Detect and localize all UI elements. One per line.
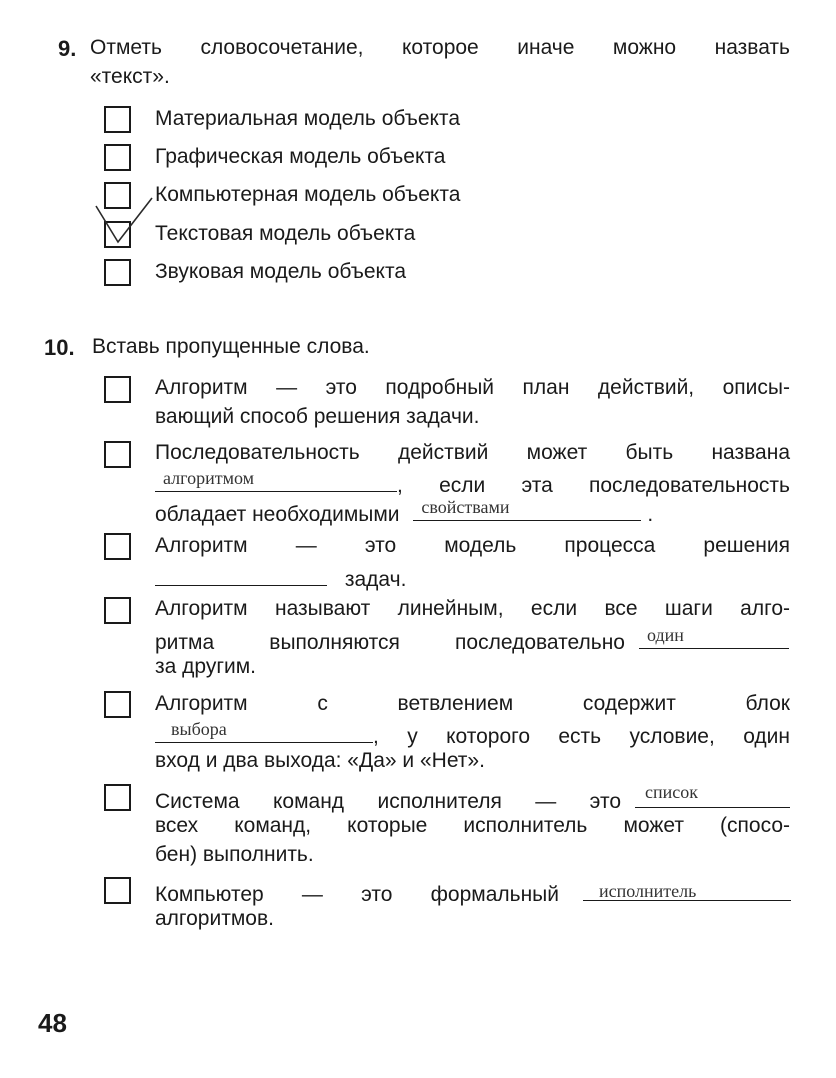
q10-item-2-line3 [155, 498, 653, 527]
page-number: 48 [38, 1008, 67, 1038]
q10-item-6-line3: бен) выполнить. [155, 843, 314, 866]
handwritten-answer: список [645, 782, 698, 802]
q10-number: 10. [44, 335, 75, 360]
q10-prompt: Вставь пропущенные слова. [92, 335, 370, 358]
q9-prompt-line2: «текст». [90, 65, 170, 88]
answer-blank-choice[interactable] [155, 720, 373, 743]
q9-option-1-checkbox[interactable] [104, 106, 131, 133]
q9-number: 9. [58, 36, 77, 61]
q10-item-7-checkbox[interactable] [104, 877, 131, 904]
q10-item-2-line3-text: обладает необходимыми [155, 503, 400, 526]
q10-item-7-line2: алгоритмов. [155, 907, 274, 930]
q10-item-6-line1 [155, 782, 790, 814]
q10-item-5-line1: Алгоритм с ветвлением содержит блок [155, 692, 790, 715]
answer-blank-one[interactable] [639, 626, 789, 649]
answer-blank-list[interactable] [635, 782, 790, 808]
q9-option-3-label: Компьютерная модель объекта [155, 183, 461, 206]
handwritten-answer: исполнитель [599, 881, 697, 901]
q10-item-4-line2-text: ритма выполняются последовательно [155, 631, 625, 654]
q10-item-6-line2: всех команд, которые исполнитель может (спосо- [155, 814, 790, 837]
q10-item-2-line2-text: , если эта последовательность [397, 474, 790, 497]
q10-item-1-line2: вающий способ решения задачи. [155, 405, 480, 428]
q9-option-5-checkbox[interactable] [104, 259, 131, 286]
q10-item-5-checkbox[interactable] [104, 691, 131, 718]
q10-item-4-line1: Алгоритм называют линейным, если все шаги алго- [155, 597, 790, 620]
q10-item-5-line2 [155, 720, 790, 749]
q10-item-2-line1: Последовательность действий может быть названа [155, 441, 790, 464]
q10-item-2-line2 [155, 469, 790, 498]
handwritten-answer: алгоритмом [163, 468, 255, 488]
q9-option-1-label: Материальная модель объекта [155, 107, 460, 130]
q10-item-1-line1: Алгоритм — это подробный план действий, описы- [155, 376, 790, 399]
q10-item-4-line3: за другим. [155, 655, 257, 678]
q10-item-4-line2 [155, 626, 789, 655]
q10-item-6-line1-text: Система команд исполнителя — это [155, 790, 621, 813]
q10-item-3-line2-text: задач. [344, 568, 407, 591]
q10-item-5-line3: вход и два выхода: «Да» и «Нет». [155, 749, 485, 772]
answer-blank-algorithm[interactable] [155, 469, 397, 492]
answer-blank-empty[interactable] [155, 563, 327, 586]
q10-item-2-period: . [647, 503, 654, 526]
q9-prompt-line1: Отметь словосочетание, которое иначе можно назвать [90, 36, 790, 59]
q10-item-6-checkbox[interactable] [104, 784, 131, 811]
q10-item-2-checkbox[interactable] [104, 441, 131, 468]
q10-item-3-line1: Алгоритм — это модель процесса решения [155, 534, 790, 557]
q9-option-2-label: Графическая модель объекта [155, 145, 446, 168]
q9-option-2-checkbox[interactable] [104, 144, 131, 171]
q10-item-3-checkbox[interactable] [104, 533, 131, 560]
handwritten-answer: свойствами [421, 497, 510, 517]
q10-item-5-line2-text: , у которого есть условие, один [373, 725, 790, 748]
q10-item-3-line2 [155, 563, 406, 592]
checkmark-icon [92, 196, 162, 256]
q10-item-4-checkbox[interactable] [104, 597, 131, 624]
q10-item-7-line1 [155, 878, 791, 907]
handwritten-answer: один [647, 625, 684, 645]
handwritten-answer: выбора [171, 719, 227, 739]
q9-option-5-label: Звуковая модель объекта [155, 260, 407, 283]
q10-item-7-line1-text: Компьютер — это формальный [155, 883, 559, 906]
q10-item-1-checkbox[interactable] [104, 376, 131, 403]
answer-blank-executor[interactable] [583, 878, 791, 901]
answer-blank-properties[interactable] [413, 498, 641, 521]
q9-option-4-label: Текстовая модель объекта [155, 222, 416, 245]
